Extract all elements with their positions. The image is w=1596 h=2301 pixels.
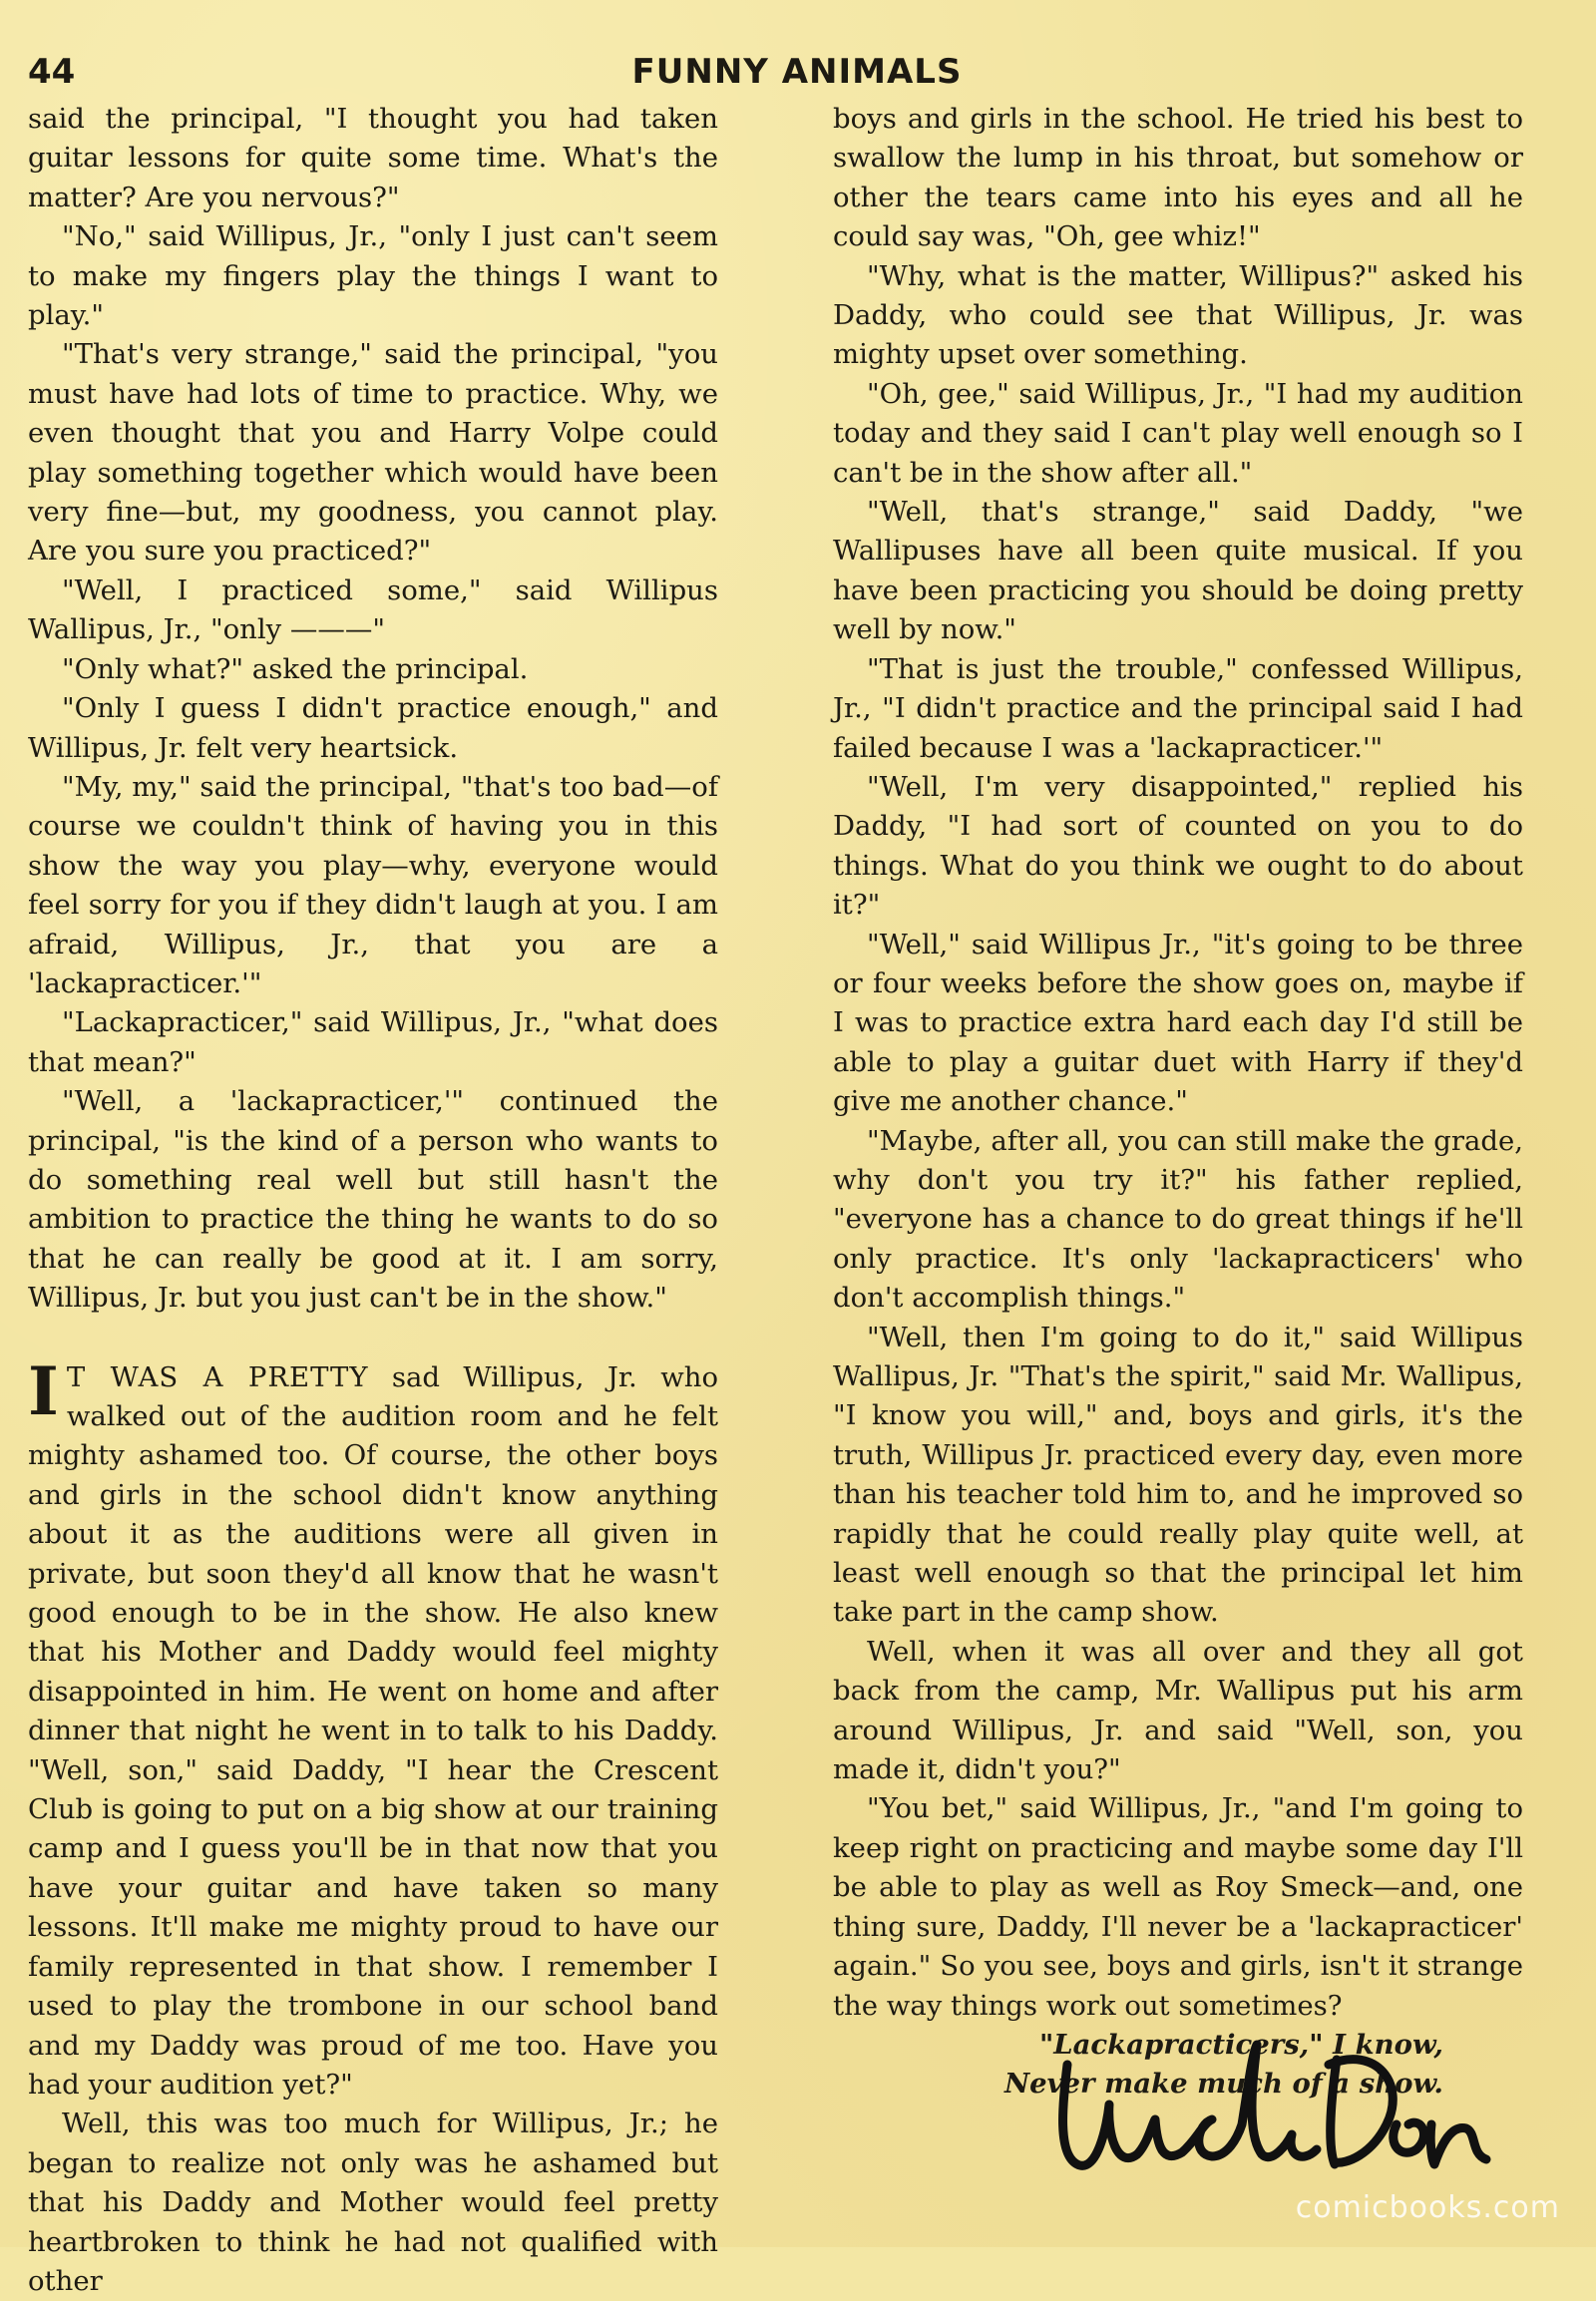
- paragraph: "Well, that's strange," said Daddy, "we Wallipuses have all been quite musical. If you have been practicing you should be doing pretty well by now.": [833, 496, 1523, 646]
- paragraph: "Only what?" asked the principal.: [62, 652, 529, 685]
- closing-verse-line: "Lackapracticers," I know,: [1038, 2028, 1443, 2061]
- paragraph: "Maybe, after all, you can still make the grade, why don't you try it?" his father replied, "everyone has a chance to do great things if he'll only practice. It's only 'lackapracticers' who don't accomplish things.": [833, 1124, 1523, 1315]
- handwritten-signature: [1047, 2025, 1496, 2194]
- paragraph: "You bet," said Willipus, Jr., "and I'm going to keep right on practicing and maybe some day I'll be able to play as well as Roy Smeck—and, one thing sure, Daddy, I'll never be a 'lackapracticer' again." So you see, boys and girls, isn't it strange the way things work out sometimes?: [833, 1792, 1523, 2022]
- paragraph: "Well, a 'lackapracticer,'" continued the principal, "is the kind of a person who wants to do something real well but still hasn't the ambition to practice the thing he wants to do so that he can really be good at it. I am sorry, Willipus, Jr. but you just can't be in the show.": [28, 1085, 718, 1315]
- paragraph: "Well," said Willipus Jr., "it's going to be three or four weeks before the show goes on, maybe if I was to practice extra hard each day I'd still be able to play a guitar duet with Harry if they'd give me another chance.": [833, 928, 1523, 1118]
- paragraph: "Lackapracticer," said Willipus, Jr., "what does that mean?": [28, 1006, 718, 1078]
- paragraph: "My, my," said the principal, "that's too bad—of course we couldn't think of having you in this show the way you play—why, everyone would feel sorry for you if they didn't laugh at you. I am afraid, Willipus, Jr., that you are a 'lackapracticer.'": [28, 770, 718, 999]
- paragraph: "That is just the trouble," confessed Willipus, Jr., "I didn't practice and the principal said I had failed because I was a 'lackapracticer.'": [833, 652, 1523, 764]
- page-header: [28, 52, 1566, 96]
- lead-in: T WAS A PRETTY: [66, 1360, 369, 1393]
- paragraph: Well, when it was all over and they all got back from the camp, Mr. Wallipus put his arm around Willipus, Jr. and said "Well, son, you made it, didn't you?": [833, 1635, 1523, 1786]
- paragraph: "That's very strange," said the principal, "you must have had lots of time to practice. Why, we even thought that you and Harry Volpe could play something together which would have been very fine—but, my goodness, you cannot play. Are you sure you practiced?": [28, 338, 718, 568]
- paragraph: "Well, then I'm going to do it," said Willipus Wallipus, Jr. "That's the spirit," said Mr. Wallipus, "I know you will," and, boys and girls, it's the truth, Willipus Jr. practiced every day, even more than his teacher told him to, and he improved so rapidly that he could really play quite well, at least well enough so that the principal let him take part in the camp show.: [833, 1321, 1523, 1629]
- paragraph: "Well, I'm very disappointed," replied his Daddy, "I had sort of counted on you to do things. What do you think we ought to do about it?": [833, 770, 1523, 922]
- paragraph: "Oh, gee," said Willipus, Jr., "I had my audition today and they said I can't play well enough so I can't be in the show after all.": [833, 377, 1523, 489]
- paragraph: "Only I guess I didn't practice enough," and Willipus, Jr. felt very heartsick.: [28, 692, 718, 764]
- drop-cap: I: [28, 1351, 59, 1430]
- running-title: FUNNY ANIMALS: [631, 52, 963, 92]
- right-column: [833, 100, 1523, 2105]
- closing-verse-line: Never make much of a show.: [1003, 2068, 1443, 2101]
- section-opening-paragraph: [28, 1351, 718, 2106]
- paragraph: said the principal, "I thought you had taken guitar lessons for quite some time. What's the matter? Are you nervous?": [28, 103, 718, 213]
- watermark: comicbooks.com: [1295, 2190, 1560, 2225]
- paragraph: "Why, what is the matter, Willipus?" asked his Daddy, who could see that Willipus, Jr. was mighty upset over something.: [833, 259, 1523, 371]
- paragraph: "Well, I practiced some," said Willipus Wallipus, Jr., "only ———": [28, 574, 718, 646]
- section-break: [28, 1319, 718, 1358]
- paragraph: Well, this was too much for Willipus, Jr.; he began to realize not only was he ashamed but that his Daddy and Mother would feel pretty heartbroken to think he had not qualified with other: [28, 2108, 718, 2297]
- page-number: 44: [28, 52, 76, 92]
- paragraph: boys and girls in the school. He tried his best to swallow the lump in his throat, but somehow or other the tears came into his eyes and all he could say was, "Oh, gee whiz!": [833, 103, 1523, 253]
- left-column: [28, 100, 718, 2301]
- section-body: sad Willipus, Jr. who walked out of the audition room and he felt mighty ashamed too. Of course, the other boys and girls in the school didn't know anything about it as the auditions were all given in private, but soon they'd all know that he wasn't good enough to be in the show. He also knew that his Mother and Daddy would feel mighty disappointed in him. He went on home and after dinner that night he went in to talk to his Daddy. "Well, son," said Daddy, "I hear the Crescent Club is going to put on a big show at our training camp and I guess you'll be in that now that you have your guitar and have taken so many lessons. It'll make me mighty proud to have our family represented in that show. I remember I used to play the trombone in our school band and my Daddy was proud of me too. Have you had your audition yet?": [28, 1360, 718, 2101]
- paragraph: "No," said Willipus, Jr., "only I just can't seem to make my fingers play the things I want to play.": [28, 220, 718, 332]
